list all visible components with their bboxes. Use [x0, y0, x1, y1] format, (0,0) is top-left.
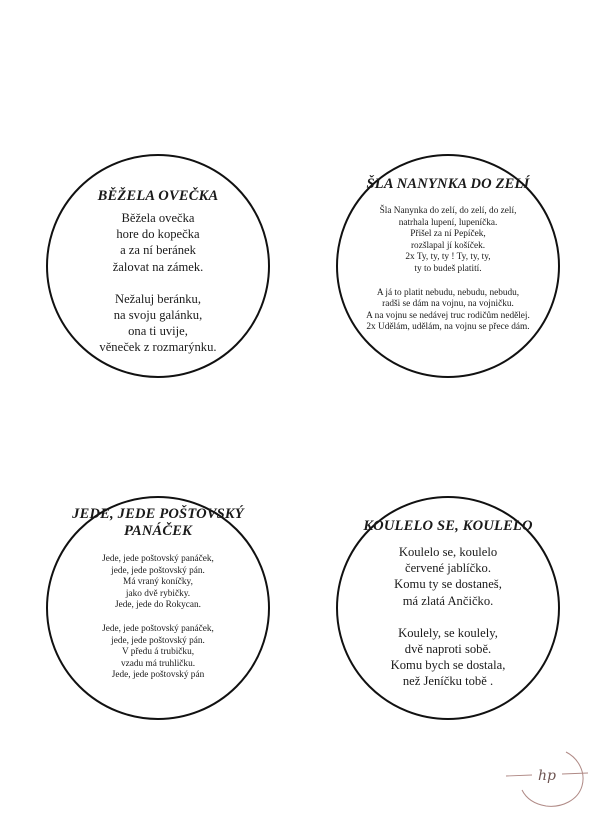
lyric-line: jede, jede poštovský pán. — [111, 565, 205, 576]
hp-logo-icon — [504, 744, 590, 810]
song-lyrics — [338, 544, 558, 690]
lyric-line: Komu bych se dostala, — [390, 658, 506, 673]
lyric-line: Koulelo se, koulelo — [398, 545, 498, 559]
lyric-line: Jede, jede poštovský panáček, — [102, 623, 214, 634]
song-title-line: JEDE, JEDE POŠTOVSKÝ — [72, 506, 244, 522]
song-title — [28, 506, 288, 540]
logo-line-left — [506, 775, 532, 776]
song-title — [318, 518, 578, 535]
song-title-line: ŠLA NANYNKA DO ZELÍ — [366, 176, 530, 192]
lyric-line: hore do kopečka — [116, 227, 200, 242]
lyric-line: radši se dám na vojnu, na vojničku. — [382, 299, 514, 310]
song-circle-sla-nanynka — [336, 154, 560, 378]
lyric-line: ona ti uvije, — [128, 324, 188, 339]
song-title-line: KOULELO SE, KOULELO — [363, 518, 533, 534]
lyric-line: A já to platit nebudu, nebudu, nebudu, — [376, 287, 520, 298]
lyric-line: Jede, jede do Rokycan. — [115, 600, 201, 611]
lyric-line: má zlatá Ančičko. — [402, 593, 494, 608]
song-lyrics — [48, 210, 268, 356]
lyric-line: jede, jede poštovský pán. — [111, 635, 205, 646]
lyric-line: Přišel za ní Pepíček, — [410, 229, 486, 240]
lyric-line: ty to budeš platití. — [414, 263, 482, 274]
lyric-line: Jede, jede poštovský pán — [111, 670, 205, 681]
lyric-line: 2x Udělám, udělám, na vojnu se přece dám. — [366, 322, 530, 333]
logo-line-right — [562, 773, 588, 774]
lyric-line: Nežaluj beránku, — [114, 291, 202, 306]
song-circle-koulelo — [336, 496, 560, 720]
song-title — [28, 188, 288, 205]
lyric-line: jako dvě rybičky. — [125, 588, 191, 599]
song-lyrics — [48, 554, 268, 682]
lyric-line: A na vojnu se nedávej truc rodičům nedělej. — [366, 310, 530, 321]
lyric-line: věneček z rozmarýnku. — [99, 340, 217, 355]
lyric-line: Šla Nanynka do zelí, do zelí, do zelí, — [379, 206, 517, 216]
song-circle-bezela-ovecka — [46, 154, 270, 378]
lyric-line: Jede, jede poštovský panáček, — [102, 554, 214, 564]
lyric-line: a za ní beránek — [120, 243, 196, 258]
song-title — [318, 176, 578, 193]
lyric-line: rozšlapal jí košíček. — [410, 240, 486, 251]
lyric-line: Koulely, se koulely, — [398, 625, 498, 640]
lyric-line: vzadu má truhličku. — [120, 658, 196, 669]
lyric-line: než Jeníčku tobě . — [402, 674, 494, 689]
song-circle-jede-postovsky — [46, 496, 270, 720]
lyric-line: Běžela ovečka — [121, 211, 195, 225]
logo-text: hp — [538, 768, 556, 784]
lyric-line: červené jablíčko. — [404, 561, 491, 576]
lyric-line: Komu ty se dostaneš, — [394, 577, 502, 592]
lyric-line: natrhala lupení, lupeníčka. — [398, 217, 498, 228]
song-title-line: PANÁČEK — [123, 523, 192, 539]
lyric-line: na svoju galánku, — [113, 308, 203, 323]
lyric-line: dvě naproti sobě. — [404, 642, 492, 657]
lyric-line: 2x Ty, ty, ty ! Ty, ty, ty, — [405, 252, 491, 263]
lyric-line: V předu á trubičku, — [121, 647, 195, 658]
song-title-line: BĚŽELA OVEČKA — [97, 188, 219, 204]
lyric-line: žalovat na zámek. — [112, 259, 204, 274]
lyric-line: Má vraný koníčky, — [123, 577, 193, 588]
song-lyrics — [338, 206, 558, 334]
